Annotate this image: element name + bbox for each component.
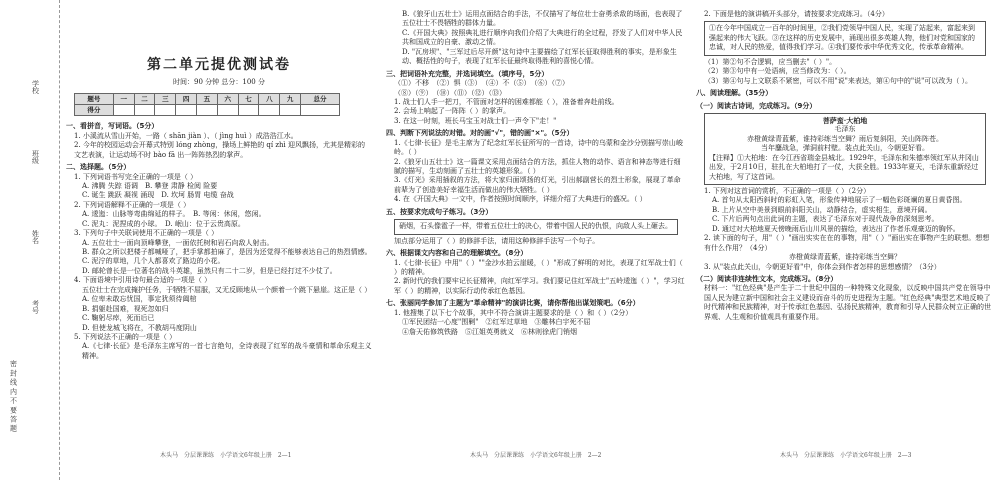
question: 加点部分运用了（ ）的修辞手法，请用这种修辞手法写一个句子。: [394, 236, 600, 245]
option: C. 鞠躬尽瘁，死而后已: [82, 314, 155, 323]
score-header: 七: [238, 94, 259, 105]
binding-gutter: [0, 0, 60, 480]
question: 2. 下面是他的演讲稿开头部分，请按要求完成练习。（4分）: [704, 10, 889, 18]
page-2: [386, 10, 686, 450]
score-header: 四: [176, 94, 197, 105]
score-header: 总分: [301, 94, 340, 105]
question: 1. 小溪流从雪山开始，一路（ shān jiàn ）、（ jìng huì ）成浩浩江水。: [74, 131, 298, 140]
poem-box: [704, 113, 986, 185]
section-heading: 八、阅读理解。（35分）: [696, 89, 773, 98]
option: B.《狼牙山五壮士》运用点面结合的手法，不仅描写了每位壮士奋勇杀敌的场面，也表现了五位壮士不畏牺牲的群体力量。: [402, 10, 683, 28]
score-row-label: 得分: [75, 105, 114, 116]
score-cell[interactable]: [259, 105, 280, 116]
poem-line: 赤橙黄绿青蓝紫，谁持彩练当空舞？雨后复斜阳，关山阵阵苍。: [747, 134, 943, 143]
score-cell[interactable]: [217, 105, 238, 116]
question: 4. 在《开国大典》一文中，作者按照时间顺序，详细介绍了大典进行的盛况。（ ）: [394, 195, 647, 204]
question: 2.《狼牙山五壮士》这一篇课文采用点面结合的方法，抓住人物的动作、语言和神态等进行细腻的描写，生动刻画了五壮士的英雄形象。（ ）: [394, 157, 681, 175]
option: A.《七律·长征》是毛泽东主席写的一首七言绝句，全诗表现了红军的战斗豪情和革命乐观主义精神。: [82, 342, 372, 360]
quote-box: 硝烟，石头像雹子一样，带着五位壮士的决心，带着中国人民的仇恨，向敌人头上砸去。: [394, 219, 678, 234]
option: C. 泥泞的草地，几个人都喜欢了路边的小花。: [82, 257, 225, 266]
option: C.《开国大典》按照典礼进行顺序向我们介绍了大典进行的全过程，抒发了人们对中华人民共和国成立的自豪、激动之情。: [402, 28, 683, 47]
score-header: 六: [217, 94, 238, 105]
word-bank: （①）不移 （②）惧（③） （④）不（⑤） （⑥）（⑦）: [394, 79, 569, 88]
subsection-heading: （二）阅读非连续性文本，完成练习。（8分）: [696, 274, 838, 283]
score-header: 九: [280, 94, 301, 105]
question: 1. 下列词语书写完全正确的一项是（ ）: [74, 172, 198, 181]
option: D. 通过对大柏地夏天傍晚雨后山川风景的描绘，表达出了作者乐观豪迈的胸怀。: [712, 224, 960, 233]
poem-title: 菩萨蛮·大柏地: [822, 115, 868, 125]
poem-line: 赤橙黄绿青蓝紫，谁持彩练当空舞？: [789, 253, 901, 262]
section-heading: 三、把词语补充完整，并选词填空。（填序号，5分）: [386, 69, 549, 78]
subsection-heading: （一）阅读古诗词，完成练习。（9分）: [696, 101, 817, 110]
option: A. 位卑未敢忘忧国，事定犹须待阖棺: [82, 295, 197, 304]
section-heading: 六、根据课文内容和自己的理解填空。（8分）: [386, 249, 528, 258]
poem-note: 【注释】①大柏地：在今江西省瑞金县城北。1929年，毛泽东和朱德率领红军从井冈山出发，于2月10日，驻扎在大柏地打了一仗，大获全胜。1933年夏天，毛泽东重新经过大柏地，写了这首词。: [709, 153, 979, 181]
option: D. 但使龙城飞将在，不教胡马度阴山: [82, 323, 197, 332]
exam-meta: 时间：90 分钟 总分：100 分: [173, 77, 265, 86]
option: B. 上片从空中美景到眼前斜阳关山，动静结合，虚实相生，意境开阔。: [712, 205, 932, 214]
poem-author: 毛泽东: [834, 125, 856, 134]
question: 3. 下列句子中关联词使用不正确的一项是（ ）: [74, 229, 219, 238]
question: 2. 读下面的句子，用"（ ）"画出实实在在的事物，用"（ ）"画出实在事物产生的联想。想想有什么作用？（4分）: [704, 234, 990, 252]
score-cell[interactable]: [176, 105, 197, 116]
speech-box: ①在今年中国成立一百年的时间里，②我们党领导中国人民，实现了站起来，富起来到强起来的伟大飞跃。③在这样的历史发展中，涌现出很多英雄人物，他们对党和国家的忠诚，对人民的热爱，值得我们学习。④我们要传承中华优秀文化，传承革命精神。: [704, 21, 986, 55]
question: 1. 他搜集了以下七个故事，其中不符合演讲主题要求的是（ ）和（ ）（2分）: [394, 308, 633, 317]
option: B. 群众之所以把楼子都喊哑了，把手掌都拍麻了，是因为还觉得不能够表达自己的热烈情感。: [82, 248, 372, 257]
option: C. 诞生 跳跃 凝视 涌现 D. 坎坷 肠胃 电缆 奋战: [82, 191, 234, 200]
page-footer: 木头马 分层课课练 小学语文6年级上册 2—1: [160, 451, 292, 459]
score-cell[interactable]: [280, 105, 301, 116]
option: ④詹天佑修筑铁路 ⑤江姐英勇就义 ⑥林则徐虎门销烟: [402, 327, 577, 336]
page-title: 第二单元提优测试卷: [147, 57, 291, 73]
score-cell[interactable]: [155, 105, 176, 116]
context: 五位壮士在完成掩护任务，于牺牲不屈服，又无反顾地从一个颜着一个跳下悬崖。这正是（ ）: [82, 285, 372, 294]
poem-line: 当年鏖战急，弹洞前村壁。装点此关山，今朝更好看。: [761, 144, 929, 153]
gutter-seat: 考号: [31, 300, 40, 314]
score-table: [74, 93, 340, 116]
score-cell[interactable]: [301, 105, 340, 116]
option: B. 捐躯赴国难，视死忽如归: [82, 304, 169, 313]
option: D. "瓦房坝"、"三军过后尽开颜"这句诗中主要描绘了红军长征取得胜利的事实，是形象生动、概括性的句子，表现了红军长征最终取得胜利的喜悦心情。: [402, 47, 677, 66]
question: （1）第②句不合逻辑，应当删去"（ ）"。: [704, 57, 837, 66]
option: ①军民团结一心度"围剿" ②红军过草地 ③雕林白宇死不屈: [402, 318, 591, 327]
question: 1.《七律·长征》中用"（ ）""金沙水拍云崖暖，（ ）"形成了鲜明的对比，表现了红军战士们（ ）的精神。: [394, 258, 683, 276]
gutter-name: 姓名: [31, 230, 40, 244]
question: 4. 下面语境中引用诗句最合适的一项是（ ）: [74, 276, 212, 285]
section-heading: 五、按要求完成句子练习。（3分）: [386, 207, 493, 216]
score-cell[interactable]: [197, 105, 218, 116]
option: A. 沸腾 失踪 语调 B. 攀登 肃静 检阅 险要: [82, 181, 218, 190]
option: A. 逶迤：山脉等弯曲绵延的样子。 B. 等闲：休闲，悠闲。: [82, 210, 266, 219]
score-cell[interactable]: [113, 105, 134, 116]
score-header: 三: [155, 94, 176, 105]
question: 3. 从"装点此关山，今朝更好看"中，你体会到作者怎样的思想感情？（3分）: [704, 262, 941, 271]
option: D. 邮轮曾长是一位著名的战斗英雄，虽然只有二十二岁，但是已经打过不少仗了。: [82, 266, 337, 275]
gutter-class: 班级: [31, 150, 40, 164]
option: C. 泥丸：泥捏成的小球。 D. 岷山：位于云贵高原。: [82, 219, 245, 228]
score-header: 八: [259, 94, 280, 105]
question: 1. 战士们人手一把刀，不管面对怎样的困难都能（ ），准备着奔赴前线。: [394, 97, 619, 106]
score-header: 五: [197, 94, 218, 105]
question: 2. 会场上响起了一阵阵（ ）的掌声。: [394, 107, 511, 116]
option: A. 首句从太阳西斜时的彩虹入笔，形象传神地展示了一幅色彩斑斓的夏日黄昏图。: [712, 196, 967, 205]
question: 2. 下列词语解释不正确的一项是（ ）: [74, 200, 191, 209]
score-header: 一: [113, 94, 134, 105]
section-heading: 二、选择题。（5分）: [66, 163, 131, 172]
page-3: [696, 10, 994, 450]
score-header: 二: [134, 94, 155, 105]
score-header: 题号: [75, 94, 114, 105]
section-heading: 四、判断下列说法的对错。对的画"√"，错的画"×"。（5分）: [386, 129, 574, 138]
page-1: [66, 10, 372, 450]
gutter-seal-note: 密 封 线 内 不 要 答 题: [9, 360, 18, 432]
question: （2）第③句中有一处语病，应当修改为：（ ）。: [704, 67, 851, 76]
page-footer: 木头马 分层课课练 小学语文6年级上册 2—2: [470, 451, 602, 459]
question: 2. 今年的校园运动会开幕式特别 lóng zhòng，操场上鲜艳的 qí zhì 迎风飘扬，尤其是精彩的文艺表演，让运动场不时 bào fā 出一阵阵热烈的掌声。: [74, 141, 366, 159]
question: 2. 新时代的我们要牢记长征精神，向红军学习。我们要记住红军战士"五岭逶迤（ ）"，学习红军（ ）的精神，以实际行动传承红色基因。: [394, 277, 685, 295]
question: （3）第④句与上文联系不紧密，可以不用"说"来表达，第④句中的"说"可以改为（ ）。: [704, 76, 973, 85]
material-text: 材料一："红色经典"是产生于二十世纪中国的一种特殊文化现象，以反映中国共产党在领导中国人民为建立新中国和社会主义建设而奋斗的历史进程为主题。"红色经典"典型艺术地反映了时代精神和民族精神，对于传承红色基因、弘扬民族精神，教育和引导人民群众树立正确的世界观、人生观和价值观具有重要作用。: [704, 284, 991, 321]
word-bank: （⑧）（⑨） （⑩）（⑪）（⑫）（⑬）: [394, 88, 506, 97]
question: 1.《七律·长征》是毛主席为了纪念红军长征所写的一首诗，诗中的乌蒙和金沙分别描写崇山峻岭。（ ）: [394, 138, 683, 157]
section-heading: 一、看拼音，写词语。（5分）: [66, 122, 159, 131]
option: A. 五位壮士一面向顶峰攀登，一面依托树和岩石向敌人射击。: [82, 238, 274, 247]
gutter-school: 学校: [31, 80, 40, 94]
option: C. 下片后两句点出此词的主题，表达了毛泽东对于现代战争的深刻思考。: [712, 215, 939, 224]
page-footer: 木头马 分层课课练 小学语文6年级上册 2—3: [780, 451, 912, 459]
question: 5. 下列说法不正确的一项是（ ）: [74, 332, 177, 341]
score-cell[interactable]: [134, 105, 155, 116]
score-cell[interactable]: [238, 105, 259, 116]
section-heading: 七、张丽同学参加了主题为"革命精神"的演讲比赛，请你帮他出谋划策吧。（6分）: [386, 299, 640, 308]
question: 3.《灯光》采用插叙的方法，将大家归面颂扬的灯光，引出郝副营长的烈士形象，展现了革命前辈为了创造美好幸福生活而做出的伟大牺牲。（ ）: [394, 176, 681, 194]
question: 1. 下列对这首词的赏析，不正确的一项是（ ）（2分）: [704, 187, 871, 195]
question: 3. 在这一时刻，班长马宝玉对战士们一声令下"走！": [394, 116, 557, 125]
